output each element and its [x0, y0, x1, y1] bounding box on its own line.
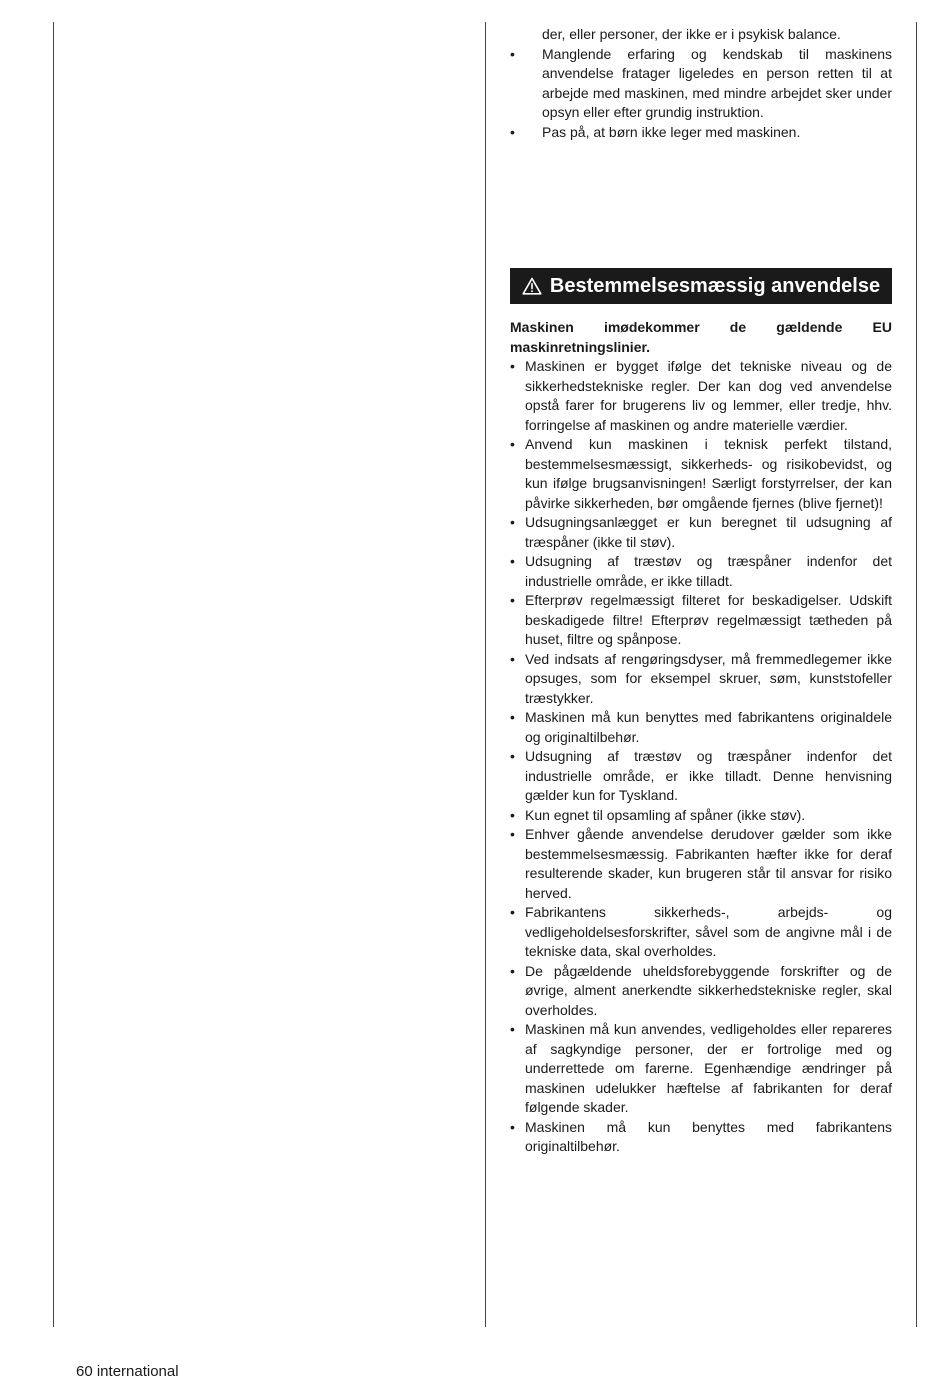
top-continuation-block — [510, 25, 892, 142]
section-intro: Maskinen imødekommer de gældende EU maskinretningslinier. — [510, 319, 892, 355]
list-item: • Maskinen må kun benyttes med fabrikantens originaltilbehør. — [510, 1118, 892, 1157]
list-item: • Maskinen er bygget ifølge det tekniske niveau og de sikkerhedstekniske regler. Der kan dog ved anvendelse opstå farer for brugerens liv og lemmer, eller tredje, hhv. forringelse af maskinen og andre materielle værdier. — [510, 357, 892, 435]
section-title: Bestemmelsesmæssig anvendelse — [549, 274, 881, 297]
list-item: • Udsugning af træstøv og træspåner indenfor det industrielle område, er ikke tilladt. Denne henvisning gælder kun for Tyskland. — [510, 747, 892, 806]
continuation-text: der, eller personer, der ikke er i psykisk balance. — [542, 26, 841, 42]
list-item: • De pågældende uheldsforebyggende forskrifter og de øvrige, alment anerkendte sikkerhedstekniske regler, skal overholdes. — [510, 962, 892, 1021]
list-item: • Udsugningsanlægget er kun beregnet til udsugning af træspåner (ikke til støv). — [510, 513, 892, 552]
list-item: • Kun egnet til opsamling af spåner (ikke støv). — [510, 806, 892, 826]
list-item: • Ved indsats af rengøringsdyser, må fremmedlegemer ikke opsuges, som for eksempel skruer, søm, kunststofeller træstykker. — [510, 650, 892, 709]
section-header — [510, 268, 892, 304]
list-item: • Maskinen må kun benyttes med fabrikantens originaldele og originaltilbehør. — [510, 708, 892, 747]
list-item: • Maskinen må kun anvendes, vedligeholdes eller repareres af sagkyndige personer, der er fortrolige med og underrettede om farerne. Egenhændige ændringer på maskinen udelukker hæftelse af fabrikanten for deraf følgende skader. — [510, 1020, 892, 1118]
page-footer: 60 international — [76, 1363, 179, 1380]
list-item: • Enhver gående anvendelse derudover gælder som ikke bestemmelsesmæssig. Fabrikanten hæfter ikke for deraf resulterende skader, kun brugeren står til ansvar for risiko herved. — [510, 825, 892, 903]
column-divider-middle — [485, 22, 486, 1327]
warning-triangle-icon — [522, 277, 542, 295]
section-body — [510, 318, 892, 1157]
list-item: • Udsugning af træstøv og træspåner indenfor det industrielle område, er ikke tilladt. — [510, 552, 892, 591]
list-item: • Pas på, at børn ikke leger med maskinen. — [510, 123, 892, 143]
list-item: • Anvend kun maskinen i teknisk perfekt tilstand, bestemmelsesmæssigt, sikkerheds- og risikobevidst, og kun ifølge brugsanvisningen! Særligt forstyrrelser, der kan påvirke sikkerheden, bør omgående fjernes (blive fjernet)! — [510, 435, 892, 513]
list-item: • Efterprøv regelmæssigt filteret for beskadigelser. Udskift beskadigede filtre! Efterprøv regelmæssigt tætheden på huset, filtre og spånpose. — [510, 591, 892, 650]
column-divider-right — [916, 22, 917, 1327]
column-divider-left — [53, 22, 54, 1327]
list-item: • Fabrikantens sikkerheds-, arbejds- og vedligeholdelsesforskrifter, såvel som de angivne mål i de tekniske data, skal overholdes. — [510, 903, 892, 962]
list-item: • Manglende erfaring og kendskab til maskinens anvendelse fratager ligeledes en person retten til at arbejde med maskinen, med mindre arbejdet sker under opsyn eller efter grundig instruktion. — [510, 45, 892, 123]
